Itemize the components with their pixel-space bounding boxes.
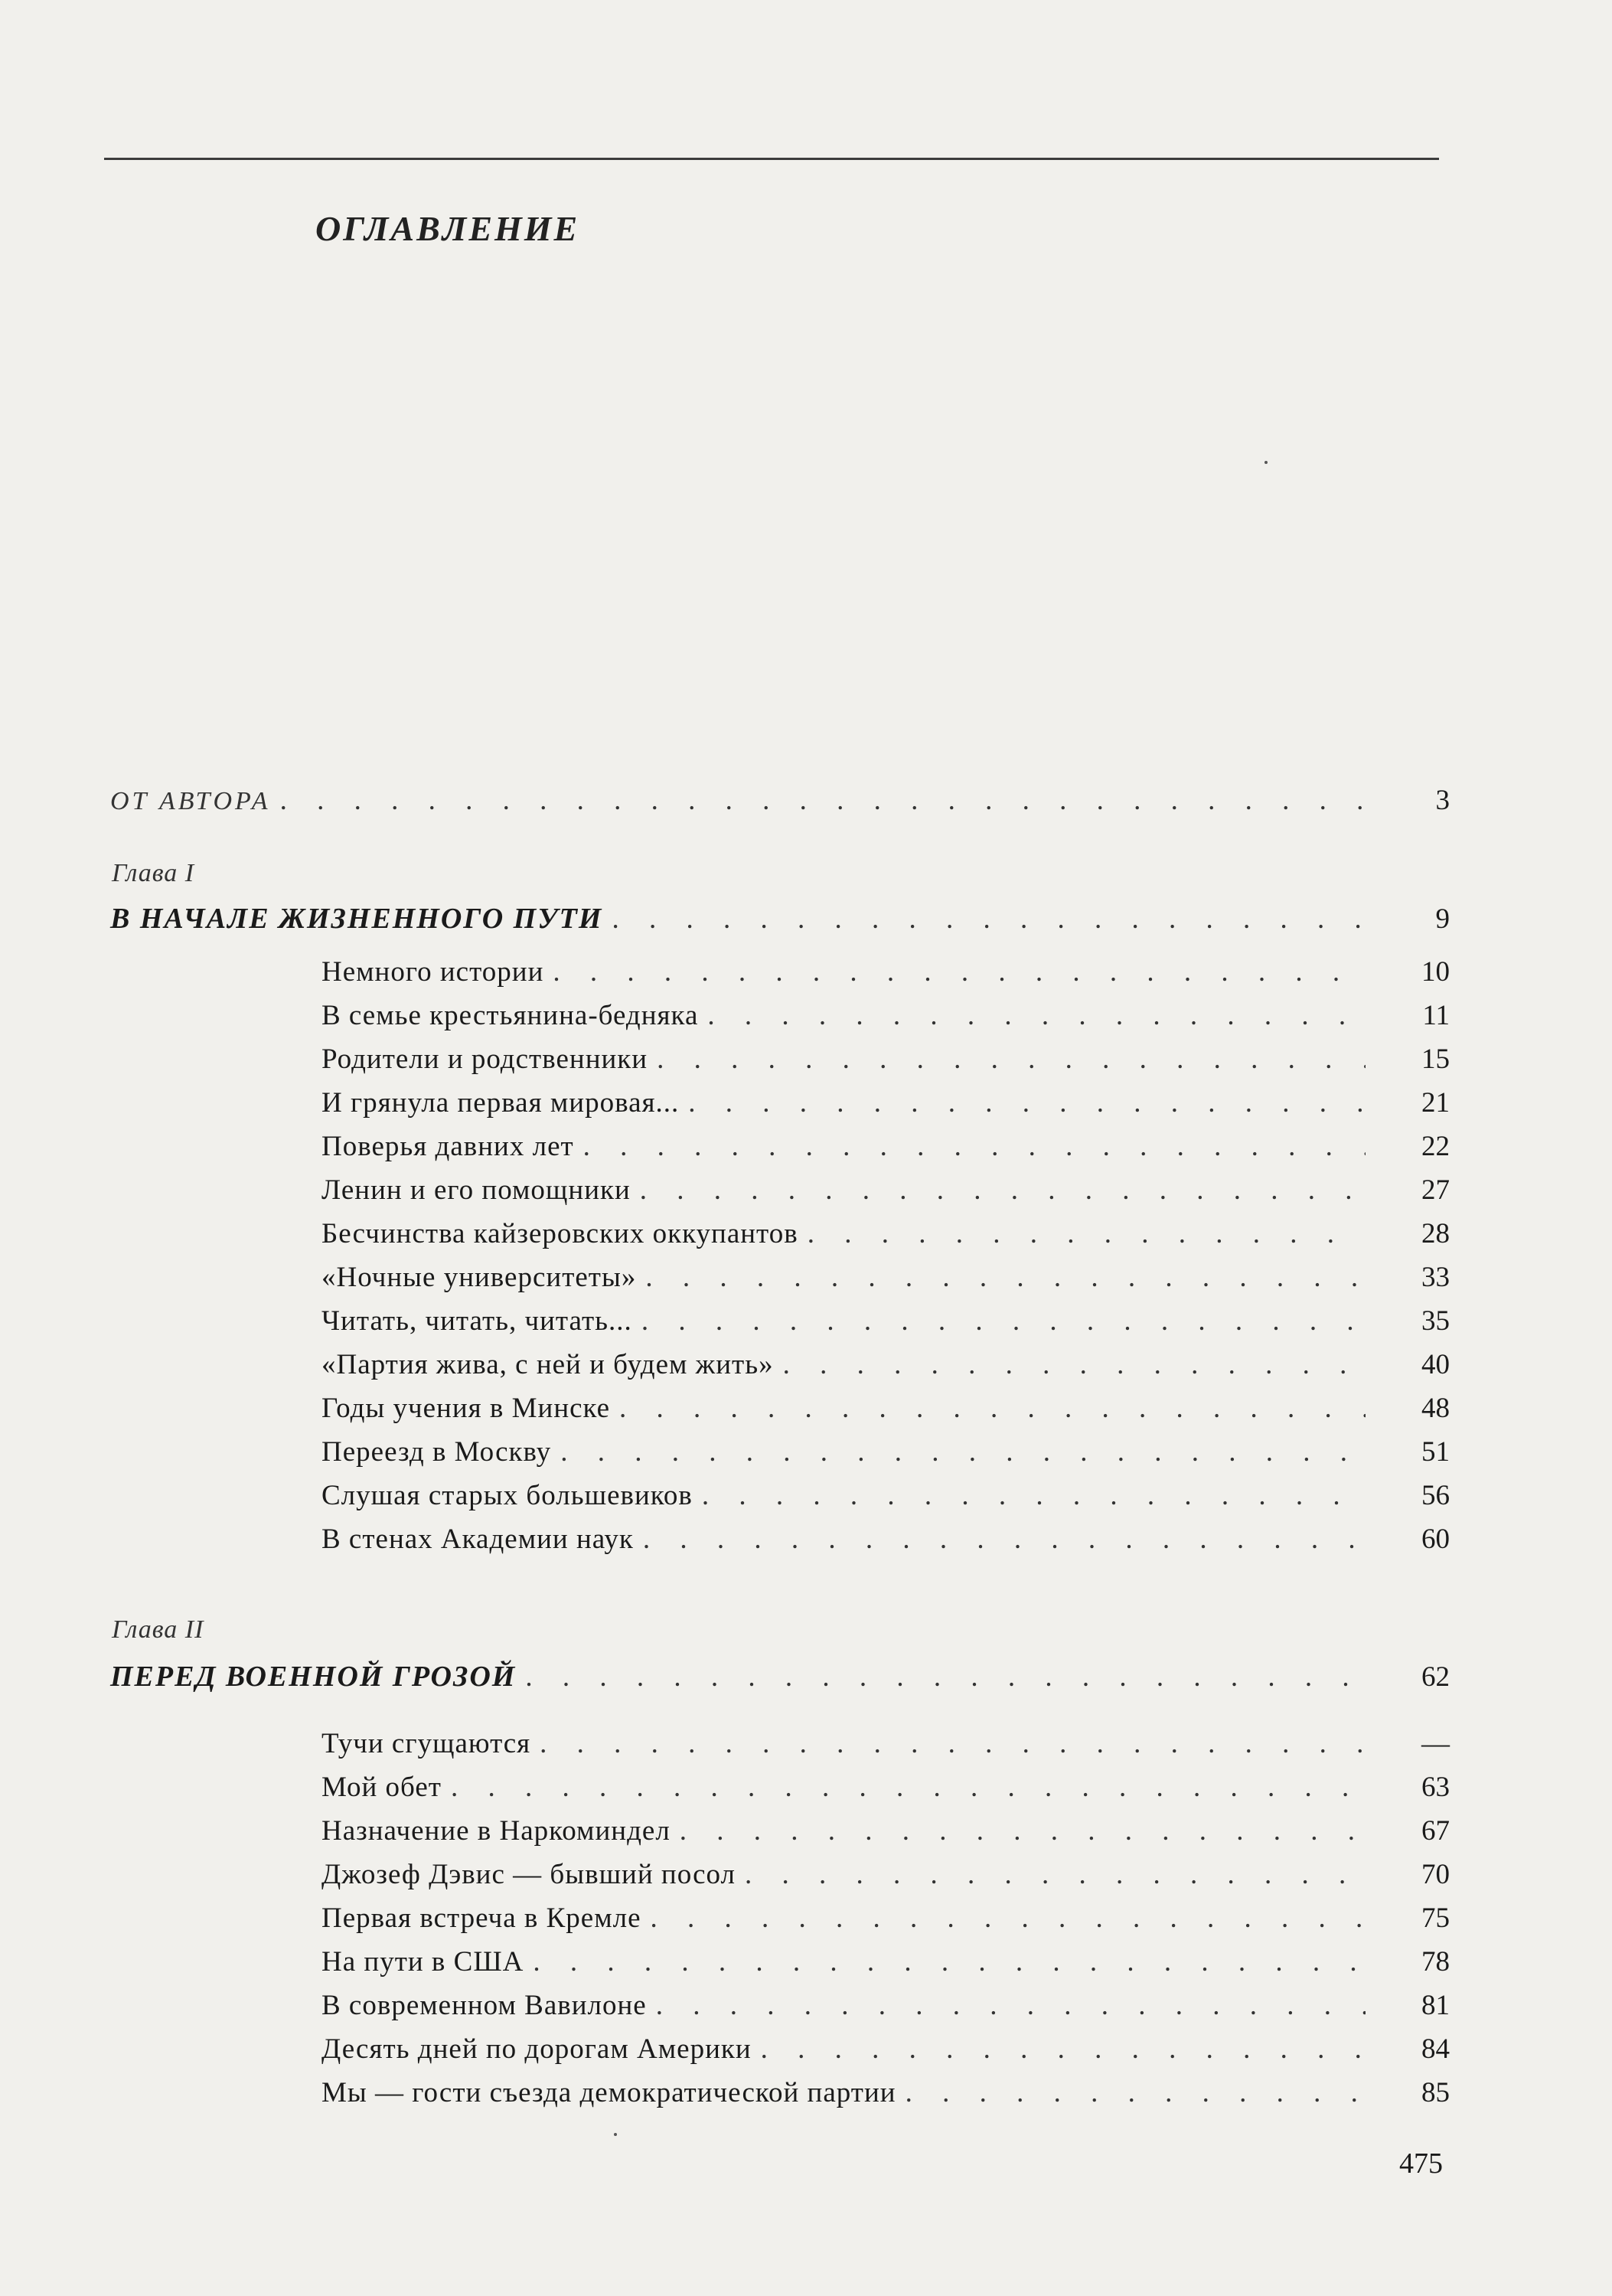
toc-entry[interactable]: [321, 1814, 1450, 1857]
toc-entry[interactable]: [321, 999, 1450, 1042]
toc-entry-label: Мой обет: [321, 1772, 442, 1803]
leader-dots: [451, 1771, 1366, 1804]
toc-entry-label: Родители и родственники: [321, 1043, 648, 1075]
toc-entry[interactable]: [321, 1174, 1450, 1217]
toc-entry-label: Тучи сгущаются: [321, 1728, 531, 1759]
leader-dots: [680, 1814, 1366, 1847]
toc-entry[interactable]: [321, 1130, 1450, 1173]
leader-dots: [533, 1945, 1366, 1978]
toc-entry-label: Джозеф Дэвис — бывший посол: [321, 1859, 736, 1890]
toc-entry[interactable]: [321, 1523, 1450, 1566]
chapter-title: В НАЧАЛЕ ЖИЗНЕННОГО ПУТИ: [110, 903, 603, 935]
chapter-number: Глава I: [112, 859, 195, 887]
toc-entry-page: 10: [1421, 956, 1450, 988]
toc-entry-page: 21: [1421, 1087, 1450, 1119]
toc-entry[interactable]: [321, 1989, 1450, 2032]
toc-entry-label: И грянула первая мировая...: [321, 1087, 680, 1119]
leader-dots: [656, 1989, 1366, 2022]
toc-entry-label: Поверья давних лет: [321, 1131, 574, 1162]
toc-entry-label: В семье крестьянина-бедняка: [321, 1000, 699, 1031]
leader-dots: [745, 1858, 1366, 1891]
leader-dots: [612, 903, 1366, 936]
toc-entry-page: 78: [1421, 1946, 1450, 1978]
toc-entry-label: Читать, читать, читать...: [321, 1305, 632, 1337]
toc-entry-page: 40: [1421, 1349, 1450, 1380]
chapter-heading[interactable]: [110, 1660, 1450, 1703]
chapter-heading[interactable]: [110, 902, 1450, 945]
leader-dots: [525, 1661, 1366, 1693]
leader-dots: [651, 1902, 1366, 1935]
toc-entry-label: Десять дней по дорогам Америки: [321, 2033, 752, 2065]
toc-entry-page: 27: [1421, 1174, 1450, 1206]
toc-entry[interactable]: [321, 1858, 1450, 1901]
leader-dots: [645, 1261, 1366, 1294]
leader-dots: [583, 1130, 1366, 1163]
toc-entry-label: Ленин и его помощники: [321, 1174, 631, 1206]
chapter-page: 62: [1421, 1661, 1450, 1693]
chapter-number: Глава II: [112, 1615, 204, 1644]
toc-entry[interactable]: [321, 1902, 1450, 1945]
toc-entry-label: Мы — гости съезда демократической партии: [321, 2077, 896, 2108]
toc-entry[interactable]: [321, 1727, 1450, 1770]
chapter-page: 9: [1435, 903, 1450, 935]
toc-entry[interactable]: [321, 2076, 1450, 2119]
toc-entry-page: 35: [1421, 1305, 1450, 1337]
toc-entry-page: 22: [1421, 1131, 1450, 1162]
toc-entry[interactable]: [321, 1261, 1450, 1304]
page-title: ОГЛАВЛЕНИЕ: [315, 209, 580, 248]
toc-entry-label: В современном Вавилоне: [321, 1990, 647, 2021]
toc-entry-page: 85: [1421, 2077, 1450, 2108]
toc-entry-label: Немного истории: [321, 956, 544, 988]
toc-entry-label: Назначение в Наркоминдел: [321, 1815, 671, 1847]
leader-dots: [560, 1435, 1366, 1468]
leader-dots: [761, 2033, 1366, 2066]
leader-dots: [641, 1305, 1366, 1337]
leader-dots: [783, 1348, 1366, 1381]
leader-dots: [707, 999, 1366, 1032]
toc-entry[interactable]: [321, 1217, 1450, 1260]
toc-entry-page: 75: [1421, 1902, 1450, 1934]
toc-entry-page: —: [1421, 1728, 1450, 1759]
toc-entry[interactable]: [321, 1348, 1450, 1391]
leader-dots: [540, 1727, 1366, 1760]
toc-entry[interactable]: [321, 1771, 1450, 1814]
toc-entry[interactable]: [321, 1305, 1450, 1347]
page-number: 475: [1399, 2147, 1443, 2180]
toc-entry-label: ОТ АВТОРА: [110, 787, 271, 815]
leader-dots: [553, 955, 1366, 988]
toc-entry[interactable]: [321, 1043, 1450, 1086]
toc-entry[interactable]: [321, 1392, 1450, 1435]
toc-entry[interactable]: [321, 2033, 1450, 2076]
toc-entry-page: 56: [1421, 1480, 1450, 1511]
toc-entry-label: В стенах Академии наук: [321, 1524, 634, 1555]
leader-dots: [657, 1043, 1366, 1076]
leader-dots: [280, 784, 1366, 817]
toc-entry[interactable]: [321, 1945, 1450, 1988]
leader-dots: [906, 2076, 1366, 2109]
leader-dots: [619, 1392, 1366, 1425]
toc-entry-page: 63: [1421, 1772, 1450, 1803]
toc-entry[interactable]: [321, 955, 1450, 998]
toc-entry-page: 33: [1421, 1262, 1450, 1293]
toc-entry-page: 11: [1422, 1000, 1450, 1031]
toc-entry-page: 28: [1421, 1218, 1450, 1249]
leader-dots: [640, 1174, 1366, 1207]
toc-entry-label: «Ночные университеты»: [321, 1262, 637, 1293]
toc-entry[interactable]: [321, 1435, 1450, 1478]
toc-entry-page: 81: [1421, 1990, 1450, 2021]
leader-dots: [808, 1217, 1366, 1250]
toc-entry-label: На пути в США: [321, 1946, 524, 1978]
leader-dots: [702, 1479, 1366, 1512]
ink-speck: [614, 2133, 617, 2136]
toc-entry-label: Первая встреча в Кремле: [321, 1902, 641, 1934]
toc-entry-label: Бесчинства кайзеровских оккупантов: [321, 1218, 798, 1249]
toc-entry-author[interactable]: [110, 784, 1450, 827]
toc-entry-label: «Партия жива, с ней и будем жить»: [321, 1349, 774, 1380]
leader-dots: [688, 1086, 1366, 1119]
toc-entry[interactable]: [321, 1086, 1450, 1129]
chapter-title: ПЕРЕД ВОЕННОЙ ГРОЗОЙ: [110, 1661, 517, 1693]
ink-speck: [1264, 461, 1268, 464]
toc-entry-label: Переезд в Москву: [321, 1436, 552, 1468]
toc-entry-page: 51: [1421, 1436, 1450, 1468]
toc-entry-page: 84: [1421, 2033, 1450, 2065]
toc-entry-page: 48: [1421, 1393, 1450, 1424]
toc-entry-label: Годы учения в Минске: [321, 1393, 611, 1424]
toc-entry[interactable]: [321, 1479, 1450, 1522]
leader-dots: [643, 1523, 1366, 1556]
toc-entry-page: 70: [1421, 1859, 1450, 1890]
toc-entry-label: Слушая старых большевиков: [321, 1480, 693, 1511]
toc-entry-page: 3: [1435, 785, 1450, 816]
toc-entry-page: 60: [1421, 1524, 1450, 1555]
toc-entry-page: 15: [1421, 1043, 1450, 1075]
toc-entry-page: 67: [1421, 1815, 1450, 1847]
header-rule: [104, 158, 1439, 160]
